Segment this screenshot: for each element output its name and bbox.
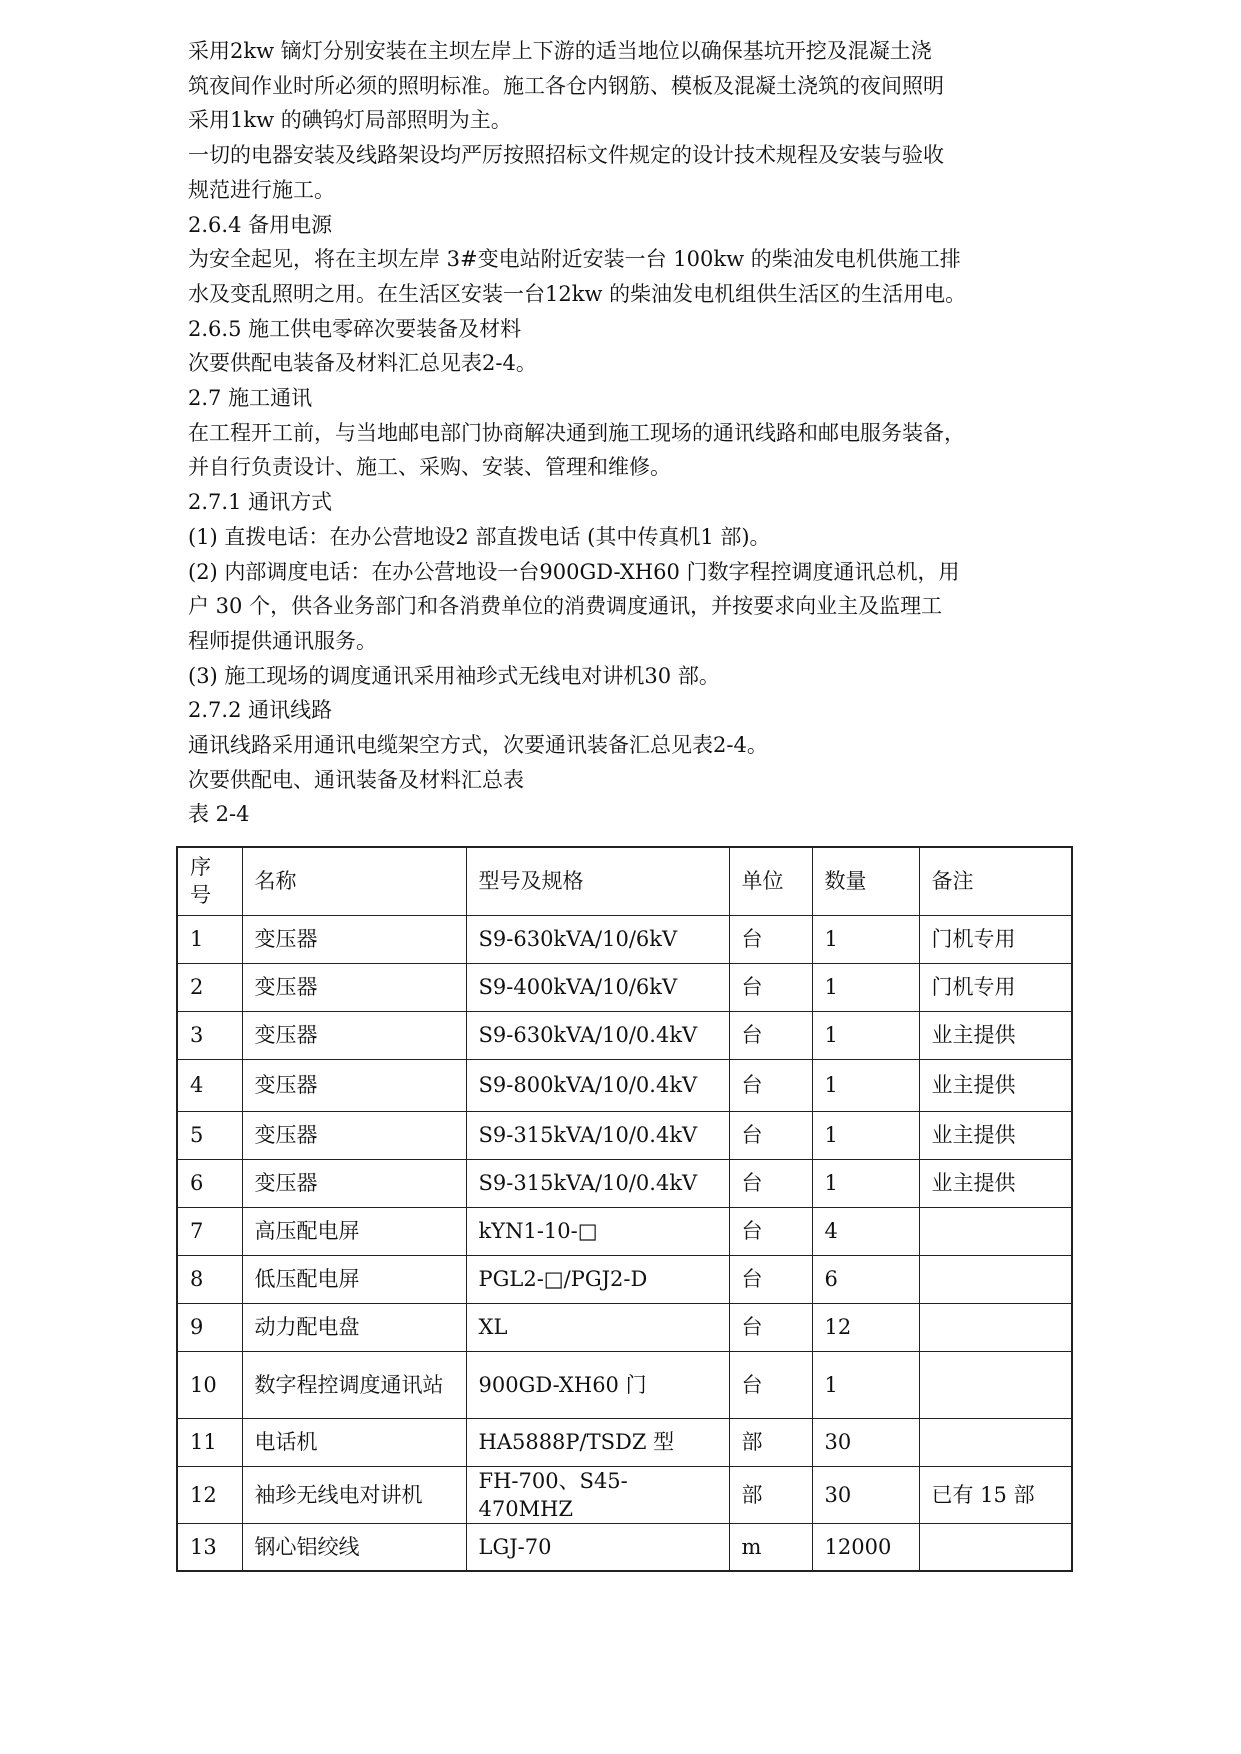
cell-quantity: 1 [812,1059,919,1111]
table-row [177,1059,1072,1111]
paragraph-line: (1) 直拨电话：在办公营地设2 部直拨电话 (其中传真机1 部)。 [188,524,771,549]
cell-index: 2 [177,963,242,1011]
cell-name: 低压配电屏 [242,1255,466,1303]
cell-quantity: 6 [812,1255,919,1303]
cell-spec: HA5888P/TSDZ 型 [466,1418,729,1466]
section-heading: 2.6.4 备用电源 [188,212,333,237]
cell-index: 8 [177,1255,242,1303]
document-body [188,34,1080,832]
cell-spec: S9-315kVA/10/0.4kV [466,1111,729,1159]
paragraph-line: 一切的电器安装及线路架设均严厉按照招标文件规定的设计技术规程及安装与验收 [188,143,944,168]
header-cell: 名称 [242,847,466,915]
cell-quantity: 1 [812,963,919,1011]
table-row [177,1418,1072,1466]
equipment-table [176,846,1073,1572]
paragraph-line: 户 30 个，供各业务部门和各消费单位的消费调度通讯，并按要求向业主及监理工 [188,594,943,619]
table-number: 表 2-4 [188,802,250,827]
cell-remark: 业主提供 [919,1011,1072,1059]
cell-remark: 业主提供 [919,1111,1072,1159]
cell-name: 变压器 [242,1159,466,1207]
cell-name: 袖珍无线电对讲机 [242,1466,466,1523]
cell-index: 1 [177,915,242,963]
table-row [177,1011,1072,1059]
cell-quantity: 1 [812,1111,919,1159]
cell-remark: 门机专用 [919,915,1072,963]
paragraph-line: 筑夜间作业时所必须的照明标准。施工各仓内钢筋、模板及混凝土浇筑的夜间照明 [188,73,944,98]
cell-remark [919,1207,1072,1255]
header-cell: 序号 [177,847,242,915]
paragraph-line: 为安全起见，将在主坝左岸 3#变电站附近安装一台 100kw 的柴油发电机供施工排 [188,247,961,272]
cell-quantity: 12 [812,1303,919,1351]
table-row [177,915,1072,963]
cell-spec: LGJ-70 [466,1523,729,1571]
cell-index: 9 [177,1303,242,1351]
cell-spec: PGL2-□/PGJ2-D [466,1255,729,1303]
table-title: 次要供配电、通讯装备及材料汇总表 [188,767,524,792]
table-row [177,1466,1072,1523]
paragraph-line: 水及变乱照明之用。在生活区安装一台12kw 的柴油发电机组供生活区的生活用电。 [188,281,967,306]
header-cell: 型号及规格 [466,847,729,915]
paragraph-line: 通讯线路采用通讯电缆架空方式，次要通讯装备汇总见表2-4。 [188,733,768,758]
table-row [177,1255,1072,1303]
table-row [177,1111,1072,1159]
paragraph-line: (2) 内部调度电话：在办公营地设一台900GD-XH60 门数字程控调度通讯总机，用 [188,559,960,584]
cell-remark [919,1351,1072,1418]
cell-remark: 门机专用 [919,963,1072,1011]
cell-unit: 台 [729,963,812,1011]
paragraph-line: 并自行负责设计、施工、采购、安装、管理和维修。 [188,455,671,480]
cell-spec: XL [466,1303,729,1351]
cell-spec: kYN1-10-□ [466,1207,729,1255]
section-heading: 2.6.5 施工供电零碎次要装备及材料 [188,316,522,341]
cell-unit: 台 [729,1351,812,1418]
paragraph-line: 规范进行施工。 [188,177,335,202]
paragraph-line: 采用1kw 的碘钨灯局部照明为主。 [188,108,512,133]
section-heading: 2.7.2 通讯线路 [188,698,333,723]
paragraph-line: 次要供配电装备及材料汇总见表2-4。 [188,351,537,376]
header-cell: 备注 [919,847,1072,915]
cell-index: 13 [177,1523,242,1571]
cell-unit: 台 [729,915,812,963]
table-row [177,1159,1072,1207]
cell-remark: 已有 15 部 [919,1466,1072,1523]
cell-name: 变压器 [242,1011,466,1059]
cell-name: 变压器 [242,915,466,963]
cell-quantity: 1 [812,1351,919,1418]
paragraph-line: (3) 施工现场的调度通讯采用袖珍式无线电对讲机30 部。 [188,663,720,688]
cell-quantity: 30 [812,1466,919,1523]
table-row [177,1303,1072,1351]
cell-remark: 业主提供 [919,1159,1072,1207]
cell-unit: 台 [729,1111,812,1159]
cell-index: 10 [177,1351,242,1418]
cell-quantity: 12000 [812,1523,919,1571]
cell-spec: S9-315kVA/10/0.4kV [466,1159,729,1207]
table-row [177,1351,1072,1418]
cell-index: 11 [177,1418,242,1466]
cell-name: 动力配电盘 [242,1303,466,1351]
cell-quantity: 4 [812,1207,919,1255]
cell-index: 5 [177,1111,242,1159]
paragraph-line: 采用2kw 镝灯分别安装在主坝左岸上下游的适当地位以确保基坑开挖及混凝土浇 [188,39,932,63]
section-heading: 2.7.1 通讯方式 [188,490,333,515]
cell-spec: FH-700、S45-470MHZ [466,1466,729,1523]
cell-unit: 部 [729,1466,812,1523]
cell-quantity: 1 [812,1159,919,1207]
cell-unit: 台 [729,1303,812,1351]
cell-unit: 台 [729,1159,812,1207]
cell-index: 12 [177,1466,242,1523]
cell-index: 7 [177,1207,242,1255]
cell-index: 3 [177,1011,242,1059]
cell-spec: S9-630kVA/10/0.4kV [466,1011,729,1059]
cell-name: 高压配电屏 [242,1207,466,1255]
cell-name: 数字程控调度通讯站 [242,1351,466,1418]
cell-index: 4 [177,1059,242,1111]
cell-unit: 台 [729,1255,812,1303]
header-cell: 单位 [729,847,812,915]
cell-remark [919,1523,1072,1571]
cell-name: 变压器 [242,1059,466,1111]
cell-name: 电话机 [242,1418,466,1466]
cell-unit: 台 [729,1011,812,1059]
cell-quantity: 1 [812,915,919,963]
cell-index: 6 [177,1159,242,1207]
table-row [177,963,1072,1011]
cell-unit: 台 [729,1059,812,1111]
table-header-row [177,847,1072,915]
header-cell: 数量 [812,847,919,915]
cell-remark [919,1418,1072,1466]
table-row [177,1523,1072,1571]
section-heading: 2.7 施工通讯 [188,386,313,411]
cell-remark [919,1303,1072,1351]
cell-spec: S9-800kVA/10/0.4kV [466,1059,729,1111]
cell-unit: m [729,1523,812,1571]
paragraph-line: 程师提供通讯服务。 [188,628,377,653]
cell-name: 变压器 [242,1111,466,1159]
cell-name: 变压器 [242,963,466,1011]
cell-quantity: 30 [812,1418,919,1466]
paragraph-line: 在工程开工前，与当地邮电部门协商解决通到施工现场的通讯线路和邮电服务装备， [188,420,965,445]
table-row [177,1207,1072,1255]
cell-unit: 台 [729,1207,812,1255]
cell-remark [919,1255,1072,1303]
cell-spec: S9-630kVA/10/6kV [466,915,729,963]
cell-unit: 部 [729,1418,812,1466]
cell-quantity: 1 [812,1011,919,1059]
cell-spec: 900GD-XH60 门 [466,1351,729,1418]
cell-name: 钢心铝绞线 [242,1523,466,1571]
cell-remark: 业主提供 [919,1059,1072,1111]
cell-spec: S9-400kVA/10/6kV [466,963,729,1011]
